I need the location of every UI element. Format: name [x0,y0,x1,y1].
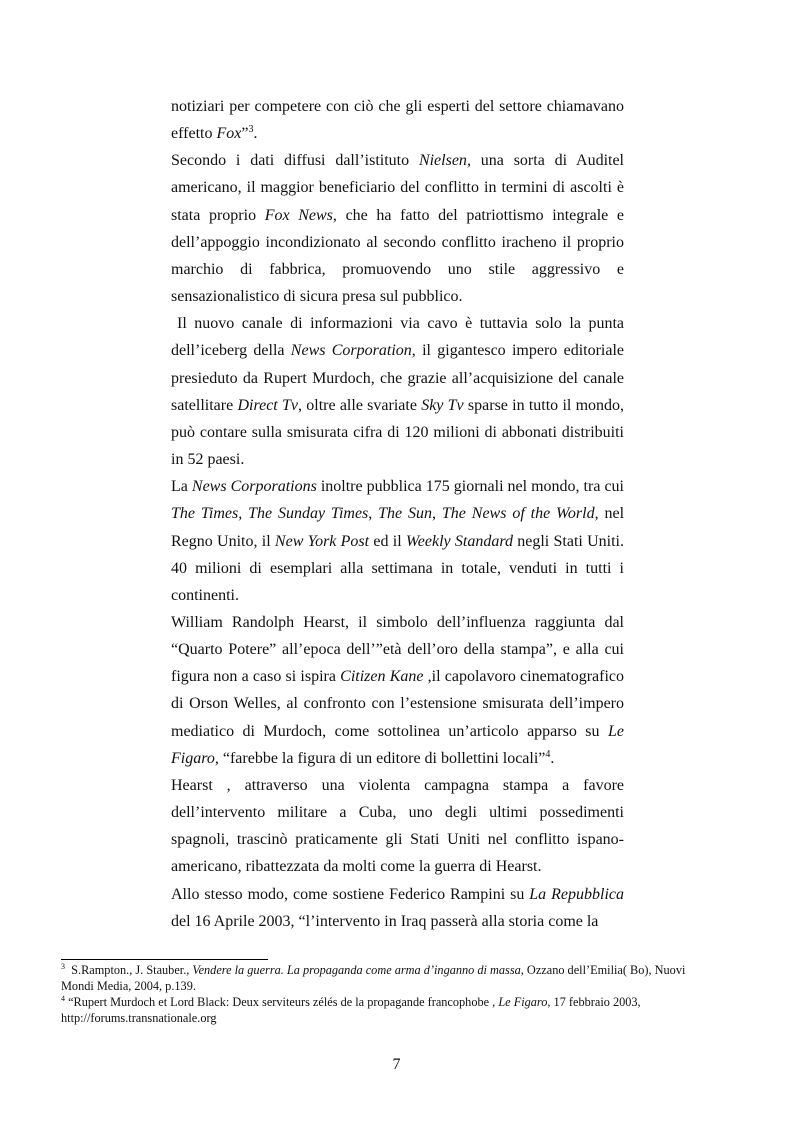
italic-run: News Corporation [290,342,412,360]
text-run: , “farebbe la figura di un editore di bollettini locali” [214,749,546,767]
italic-run: Sky Tv [421,396,464,414]
text-run: , oltre alle svariate [298,396,422,414]
italic-run: La Repubblica [529,885,625,903]
text-run: , il gigantesco impero editoriale presieduto da Rupert Murdoch, che grazie all’acquisizione del canale satellitare [171,342,625,414]
italic-run: The Sun [378,505,433,523]
paragraph-3 [171,310,624,473]
text-run: William Randolph Hearst, il simbolo dell’influenza raggiunta dal “Quarto Potere” all’epoca dell’”età dell’oro della stampa”, e alla cui figura non a caso si ispira [171,613,624,686]
text-run: ed il [369,532,406,550]
text-run: Secondo i dati diffusi dall’istituto [171,152,419,170]
page-number: 7 [392,1056,401,1073]
paragraph-4 [171,473,624,609]
text-run: “Rupert Murdoch et Lord Black: Deux serviteurs zélés de la propagande francophobe , [68,995,499,1009]
text-run: Allo stesso modo, come sostiene Federico Rampini su [171,885,530,903]
main-text [171,93,624,935]
italic-run: Le Figaro [171,722,624,767]
paragraph-2 [171,147,624,310]
italic-run: News Corporations [191,478,317,496]
text-run: sparse in tutto il mondo, può contare sulla smisurata cifra di 120 milioni di abbonati distribuiti in 52 paesi. [171,396,625,469]
footnotes [61,963,713,1027]
text-run: , 17 febbraio 2003, http://forums.transnationale.org [61,995,641,1025]
text-run: , che ha fatto del patriottismo integrale e dell’appoggio incondizionato al secondo conflitto iracheno il proprio marchio di fabbrica, promuovendo uno stile aggressivo e sensazionalistico di sicura presa sul pubblico. [171,206,625,306]
text-run: del 16 Aprile 2003, “l’intervento in Iraq passerà alla storia come la [171,912,599,930]
text-run: , [368,505,379,523]
italic-run: Nielsen [418,152,467,170]
text-run: , una sorta di Auditel americano, il maggior beneficiario del conflitto in termini di ascolti è stata proprio [171,152,625,224]
paragraph-1 [171,93,624,147]
italic-run: The News of the World [441,505,595,523]
paragraph-5 [171,609,624,772]
text-run: Il nuovo canale di informazioni via cavo è tuttavia solo la punta dell’iceberg della [171,315,624,360]
footnote-4 [61,995,713,1026]
italic-run: Weekly Standard [405,532,513,550]
text-run: negli Stati Uniti. 40 milioni di esemplari alla settimana in totale, venduti in tutti i continenti. [171,532,624,604]
text-run: inoltre pubblica 175 giornali nel mondo, tra cui [316,478,624,496]
italic-run: Direct Tv [237,396,298,414]
italic-run: The Times, The Sunday Times [171,505,369,523]
text-run: Hearst , attraverso una violenta campagna stampa a favore dell’intervento militare a Cuba, uno degli ultimi possedimenti spagnoli, trascinò praticamente gli Stati Uniti nel conflitto ispano-americano, ribattezzata da molti come la guerra di Hearst. [171,776,624,876]
footnote-ref-3[interactable]: 3 [248,124,254,136]
paragraph-7 [171,881,624,935]
italic-run: New York Post [274,532,370,550]
footnote-number: 4 [61,994,65,1003]
footnote-separator [61,959,268,960]
text-run: notiziari per competere con ciò che gli esperti del settore chiamavano effetto [171,98,624,143]
text-run: ” [241,125,249,143]
italic-run: Vendere la guerra. La propaganda come arma d’inganno di massa, [192,963,524,977]
text-run: , nel Regno Unito, il [171,505,625,550]
italic-run: Citizen Kane [340,668,424,686]
text-run: , [432,505,442,523]
text-run: ,il capolavoro cinematografico di Orson Welles, al confronto con l’estensione smisurata dell’impero mediatico di Murdoch, come sottolinea un’articolo apparso su [171,668,625,740]
italic-run: Le Figaro [498,995,548,1009]
italic-run: Fox News [264,206,333,224]
text-run: La [171,478,192,496]
text-run: S.Rampton., J. Stauber., [71,963,193,977]
paragraph-6 [171,772,624,881]
footnote-3 [61,963,713,994]
text-run: Ozzano dell’Emilia( Bo), Nuovi Mondi Media, 2004, p.139. [61,963,686,993]
italic-run: Fox [216,125,242,143]
footnote-number: 3 [61,962,65,971]
text-run: . [550,749,555,767]
footnote-ref-4[interactable]: 4 [545,748,551,760]
text-run: . [253,125,258,143]
